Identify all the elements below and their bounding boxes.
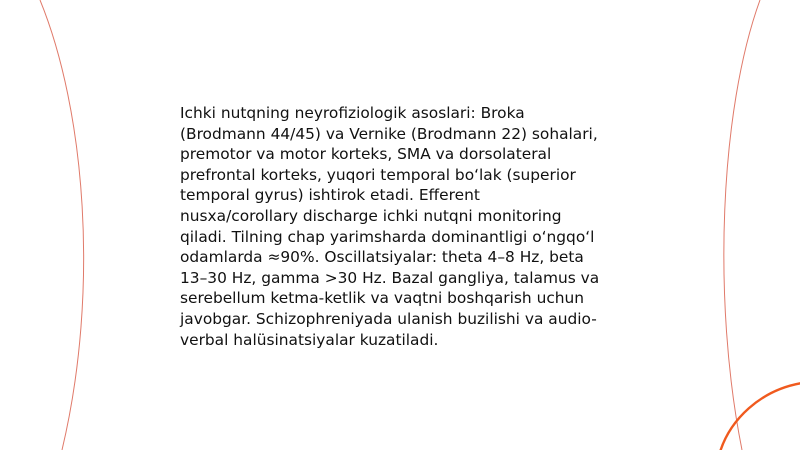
left-curve: [40, 0, 84, 450]
body-text: Ichki nutqning neyrofiziologik asoslari: Broka (Brodmann 44/45) va Vernike (Brodmann 22) sohalari, premotor va motor korteks, SMA va dorsolateral prefrontal korteks, yuqori temporal boʻlak (superior temporal gyrus) ishtirok etadi. Efferent nusxa/corollary discharge ichki nutqni monitoring qiladi. Tilning chap yarimsharda dominantligi oʻngqoʻl odamlarda ≈90%. Oscillatsiyalar: theta 4–8 Hz, beta 13–30 Hz, gamma >30 Hz. Bazal gangliya, talamus va serebellum ketma-ketlik va vaqtni boshqarish uchun javobgar. Schizophreniyada ulanish buzilishi va audio- verbal halüsinatsiyalar kuzatiladi.: [180, 104, 600, 349]
right-curve: [724, 0, 760, 450]
accent-arc: [720, 383, 800, 450]
